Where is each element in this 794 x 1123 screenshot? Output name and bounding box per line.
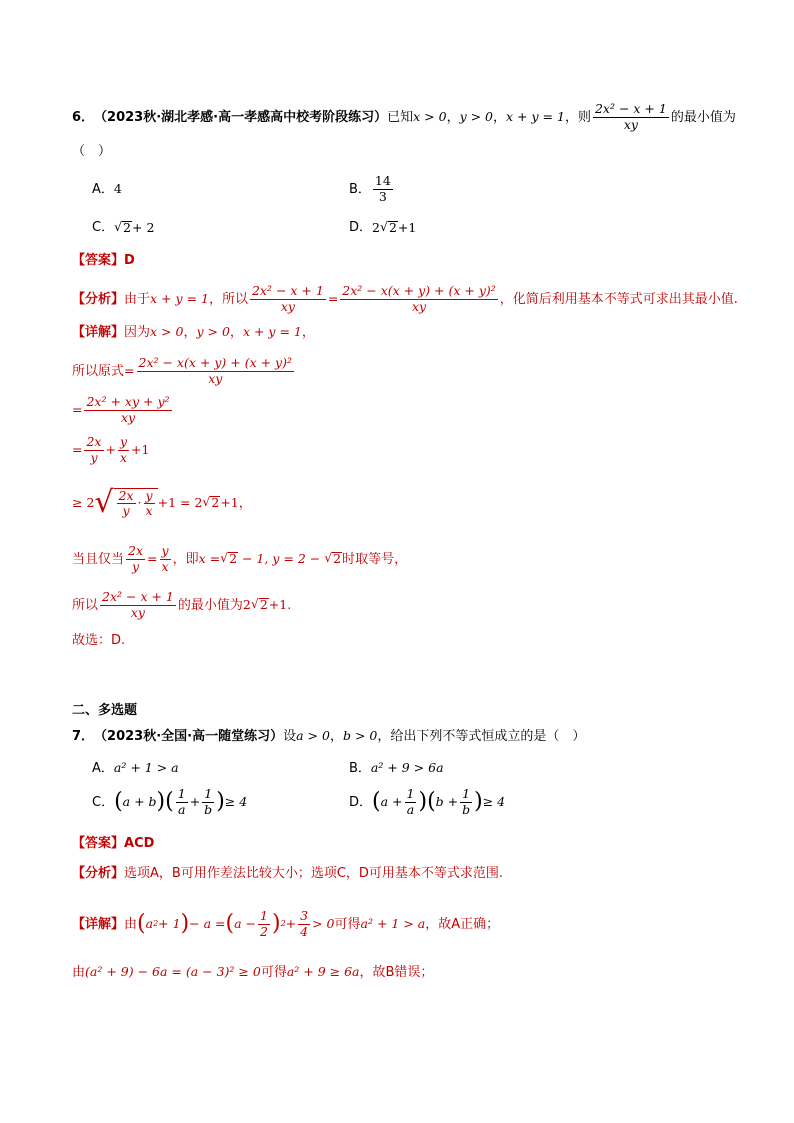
separator: ，: [301, 325, 315, 340]
numerator: 2x: [118, 487, 134, 503]
math-expr: +1: [220, 494, 239, 510]
denominator: y: [90, 449, 98, 465]
answer-value: D: [124, 253, 135, 268]
numerator: 2x² − x + 1: [594, 101, 667, 116]
q7-detail: [72, 910, 499, 938]
equals-sign: =: [72, 441, 83, 457]
choice-text: 故选：D.: [72, 633, 126, 648]
q7-option-d: [349, 788, 505, 816]
fraction: $\frac{1}{b}$: [204, 786, 213, 817]
numerator: y: [161, 543, 169, 558]
math-expr: x > 0: [150, 324, 184, 340]
step-text: 时取等号，: [342, 551, 408, 567]
radicand: 2: [211, 495, 220, 511]
step-text: 当且仅当: [72, 551, 125, 567]
separator: ，: [329, 729, 343, 744]
numerator: y: [145, 487, 153, 503]
numerator: 2x: [128, 543, 144, 558]
q6-paren: [72, 145, 111, 158]
radicand: 2: [388, 220, 397, 235]
equals-sign: =: [72, 401, 83, 417]
fraction: $\frac{3}{4}$: [300, 908, 309, 939]
numerator: 2x² − x + 1: [102, 589, 174, 604]
sqrt: √ $\frac{2x}{y}$ · $\frac{y}{x}$: [94, 488, 157, 518]
radicand: 2: [333, 551, 342, 567]
q6-cond-x: x > 0: [413, 108, 447, 124]
detail-text: 因为: [124, 325, 151, 340]
separator: ，: [493, 109, 507, 125]
option-value: + 2: [132, 219, 155, 235]
fraction: $\frac{1}{b}$: [462, 786, 471, 817]
q7-stem-text: 设: [283, 729, 297, 744]
sqrt: √ 2: [324, 550, 342, 567]
fraction: [118, 436, 129, 464]
denominator: xy: [411, 298, 427, 314]
q7-detail-line2: [72, 966, 433, 979]
step-text: 的最小值为: [177, 597, 243, 613]
math-expr: x + y = 1: [242, 324, 302, 340]
separator: ，: [238, 495, 252, 511]
fraction: [144, 487, 155, 518]
answer-tag: 【答案】: [72, 836, 125, 851]
option-label: D．: [349, 220, 373, 236]
q6-cond-sum: x + y = 1: [506, 108, 565, 124]
math-expr: y > 0: [196, 324, 230, 340]
option-value: ( a + $\frac{1}{a}$ ) ( b + $\frac{1}{b}$ ) ≥ 4: [372, 786, 506, 817]
fraction: [340, 285, 498, 313]
q6-detail: [72, 326, 315, 339]
q6-stem-text: ，则: [564, 109, 591, 125]
q6-option-a: [92, 183, 122, 196]
separator: ，: [229, 325, 243, 340]
math-expr: − 1, y = 2 −: [238, 550, 325, 566]
analysis-tag: 【分析】: [72, 291, 125, 307]
math-expr: x =: [198, 550, 221, 566]
separator: ，: [183, 325, 197, 340]
q6-number: 6．: [72, 109, 95, 125]
q6-option-b: [349, 175, 395, 203]
q6-stem-text: 已知: [387, 109, 414, 125]
numerator: 2x: [86, 434, 102, 449]
step-text: 所以: [72, 597, 99, 613]
fraction: [84, 396, 171, 424]
radicand: 2: [123, 220, 131, 235]
math-expr: a > 0: [296, 728, 330, 744]
q6-stem-line: [72, 103, 736, 131]
fraction: [137, 357, 295, 385]
radicand: [114, 488, 158, 518]
option-value: +1: [397, 219, 417, 235]
math-expr: +1: [131, 441, 150, 457]
numerator: 2x² − x(x + y) + (x + y)²: [138, 355, 292, 370]
equals-sign: =: [327, 290, 339, 306]
numerator: 14: [374, 173, 391, 188]
q7-stem-text: ，给出下列不等式恒成立的是（ ）: [377, 729, 586, 744]
analysis-text: ，所以: [208, 291, 248, 307]
math-expr: b > 0: [342, 728, 378, 744]
q6-step4: [72, 485, 252, 520]
option-value: a² + 1 > a: [113, 760, 179, 776]
equals-sign: =: [124, 362, 135, 378]
q6-source: （2023秋·湖北孝感·高一孝感高中校考阶段练习）: [94, 109, 388, 125]
detail-text: 由: [124, 916, 138, 932]
math-expr: +1 = 2: [157, 494, 203, 510]
plus-sign: +: [105, 441, 116, 457]
denominator: xy: [120, 409, 136, 425]
q6-step2: [72, 396, 174, 424]
denominator: x: [145, 503, 153, 518]
q6-equality-condition: [72, 545, 407, 573]
denominator: y: [131, 558, 140, 574]
analysis-text: ，化简后利用基本不等式可求出其最小值.: [499, 291, 738, 307]
fraction: $\frac{1}{2}$: [260, 908, 268, 939]
q6-conclusion: [72, 591, 291, 619]
detail-tag: 【详解】: [72, 916, 125, 932]
q6-step1: [72, 357, 296, 385]
option-label: C．: [92, 220, 115, 236]
denominator: x: [119, 449, 128, 465]
option-label: B．: [349, 761, 371, 776]
dot-operator: ·: [137, 495, 142, 511]
fraction: [117, 487, 136, 518]
answer-blank: （ ）: [72, 144, 112, 159]
q7-option-b: [349, 762, 444, 775]
separator: ，: [446, 109, 460, 125]
section-title-text: 二、多选题: [72, 703, 138, 718]
option-value: a² + 9 > 6a: [370, 760, 444, 776]
fraction: [100, 591, 176, 619]
option-label: B．: [349, 181, 371, 197]
detail-text: 由: [72, 965, 86, 980]
q6-analysis: [72, 285, 738, 313]
math-expr: (a² + 9) − 6a = (a − 3)² ≥ 0: [85, 964, 261, 980]
option-value: 4: [113, 181, 122, 197]
equals-sign: =: [147, 550, 158, 566]
math-expr: a² + 1 > a: [360, 915, 426, 931]
step-text: ，即: [172, 551, 199, 567]
option-label: A．: [92, 761, 114, 776]
step-text: 所以原式: [72, 363, 125, 379]
denominator: x: [161, 558, 169, 574]
detail-text: 可得: [260, 965, 287, 980]
detail-text: ，故B错误；: [359, 965, 434, 980]
q6-choice: [72, 634, 125, 647]
section-title: [72, 704, 137, 717]
math-expr: x + y = 1: [150, 290, 209, 306]
q7-analysis: [72, 867, 503, 880]
fraction: [250, 285, 326, 313]
option-value: 2: [372, 219, 380, 235]
answer-tag: 【答案】: [72, 253, 125, 268]
denominator: xy: [280, 298, 295, 314]
radicand: 2: [259, 597, 268, 613]
denominator: 3: [378, 188, 387, 204]
detail-text: ，故A正确；: [425, 916, 500, 932]
numerator: 2x² − x(x + y) + (x + y)²: [342, 283, 496, 298]
math-expr: 2: [242, 596, 251, 612]
sqrt: √ 2: [220, 550, 238, 567]
fraction: $\frac{1}{a}$: [177, 786, 186, 817]
q6-stem-fraction: [593, 103, 669, 131]
fraction: [126, 545, 145, 573]
q7-stem-line: [72, 730, 585, 743]
denominator: xy: [208, 370, 223, 386]
math-expr: a² + 9 ≥ 6a: [286, 964, 360, 980]
sqrt: √ 2: [114, 219, 131, 235]
option-label: C．: [92, 794, 115, 810]
q7-answer: [72, 837, 154, 850]
detail-tag: 【详解】: [72, 325, 125, 340]
analysis-tag: 【分析】: [72, 866, 125, 881]
sqrt: √ 2: [250, 596, 268, 613]
denominator: y: [122, 503, 130, 518]
sqrt: √ 2: [379, 219, 397, 235]
analysis-text: 由于: [124, 291, 151, 307]
option-label: D．: [349, 794, 373, 810]
denominator: xy: [623, 116, 638, 132]
numerator: 2x² + xy + y²: [86, 394, 170, 409]
fraction: [160, 545, 171, 573]
answer-value: ACD: [124, 836, 155, 851]
q6-step3: [72, 436, 149, 464]
q6-answer: [72, 254, 135, 267]
math-expr: ( a 2 + 1 ) − a = ( a − $\frac{1}{2}$ ) 2 + $\frac{3}{4}$ > 0: [137, 908, 335, 939]
option-value: ( a + b ) ( $\frac{1}{a}$ + $\frac{1}{b}$ ) ≥ 4: [114, 786, 248, 817]
fraction: $\frac{1}{a}$: [406, 786, 415, 817]
radicand: 2: [229, 551, 238, 567]
q7-option-a: [92, 762, 179, 775]
option-fraction: [373, 175, 393, 203]
option-label: A．: [92, 182, 114, 197]
q6-option-c: [92, 221, 154, 235]
q6-option-d: [349, 221, 416, 235]
numerator: 2x² − x + 1: [251, 283, 324, 298]
q6-stem-text: 的最小值为: [670, 109, 736, 125]
sqrt: √ 2: [202, 494, 220, 511]
denominator: xy: [130, 604, 145, 620]
numerator: y: [119, 434, 128, 449]
analysis-text: 选项A，B可用作差法比较大小；选项C，D可用基本不等式求范围.: [124, 866, 504, 881]
q7-number: 7．: [72, 729, 95, 744]
q7-option-c: [92, 788, 247, 816]
q7-source: （2023秋·全国·高一随堂练习）: [94, 729, 284, 744]
math-expr: ≥ 2: [72, 494, 95, 510]
fraction: [84, 436, 103, 464]
detail-text: 可得: [334, 916, 361, 932]
q6-cond-y: y > 0: [459, 108, 494, 124]
math-expr: +1.: [268, 596, 292, 612]
